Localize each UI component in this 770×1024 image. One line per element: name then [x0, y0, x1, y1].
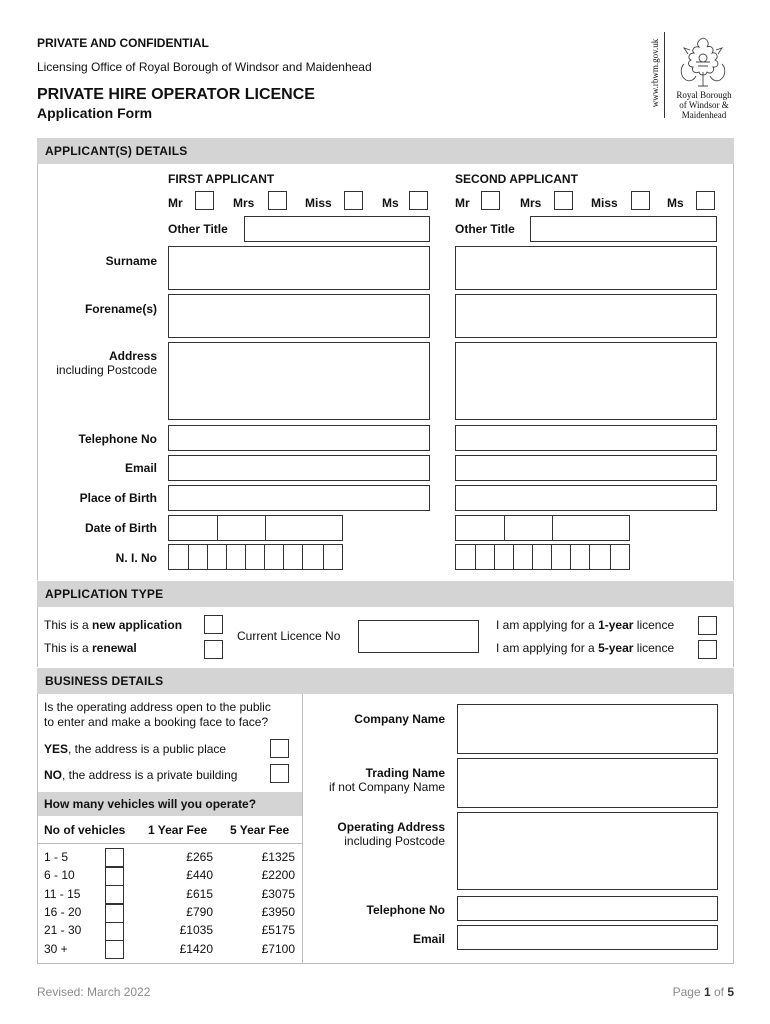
address-input-2[interactable]: [455, 342, 717, 420]
fee-1yr-1: £265: [186, 850, 213, 864]
five-year-label: I am applying for a 5-year licence: [496, 641, 675, 655]
title-ms-checkbox-1[interactable]: [409, 191, 428, 210]
fee-range-6: 30 +: [44, 942, 68, 956]
other-title-label-2: Other Title: [455, 222, 515, 236]
business-telephone-label: Telephone No: [366, 903, 445, 917]
yes-public-checkbox[interactable]: [270, 739, 289, 758]
vehicles-heading-bar: [38, 792, 302, 816]
title-mr-label-2: Mr: [455, 196, 470, 210]
fee-checkbox-6[interactable]: [105, 940, 124, 959]
address-sub-label: including Postcode: [56, 363, 157, 377]
fee-checkbox-1[interactable]: [105, 848, 124, 867]
title-mrs-checkbox-1[interactable]: [268, 191, 287, 210]
page-subtitle: Application Form: [37, 105, 153, 121]
place-of-birth-input-1[interactable]: [168, 485, 430, 511]
operating-address-input[interactable]: [457, 812, 718, 890]
no-private-checkbox[interactable]: [270, 764, 289, 783]
title-mrs-label-2: Mrs: [520, 196, 542, 210]
fee-1yr-5: £1035: [179, 923, 213, 937]
col-1yr-header: 1 Year Fee: [148, 823, 208, 837]
title-miss-checkbox-1[interactable]: [344, 191, 363, 210]
new-application-checkbox[interactable]: [204, 615, 223, 634]
council-logo: [648, 32, 738, 122]
email-input-1[interactable]: [168, 455, 430, 481]
title-mrs-checkbox-2[interactable]: [554, 191, 573, 210]
forenames-input-1[interactable]: [168, 294, 430, 338]
trading-name-label: Trading Name if not Company Name: [305, 766, 445, 794]
date-of-birth-input-1[interactable]: [168, 515, 343, 541]
logo-line-3: Maidenhead: [681, 110, 727, 120]
surname-label: Surname: [105, 254, 157, 268]
email-input-2[interactable]: [455, 455, 717, 481]
business-section-header: BUSINESS DETAILS: [37, 668, 734, 694]
title-miss-label-1: Miss: [305, 196, 332, 210]
surname-input-2[interactable]: [455, 246, 717, 290]
title-ms-label-1: Ms: [382, 196, 399, 210]
no-private-label: NO, the address is a private building: [44, 768, 238, 782]
col-vehicles-header: No of vehicles: [44, 823, 126, 837]
date-of-birth-label: Date of Birth: [85, 521, 157, 535]
fee-1yr-2: £440: [186, 868, 213, 882]
company-name-input[interactable]: [457, 704, 718, 754]
fee-5yr-6: £7100: [261, 942, 295, 956]
current-licence-label: Current Licence No: [237, 629, 341, 643]
col-5yr-header: 5 Year Fee: [230, 823, 290, 837]
address-label: Address including Postcode: [40, 349, 157, 377]
ni-number-input-2[interactable]: [455, 544, 630, 570]
second-applicant-heading: SECOND APPLICANT: [455, 172, 578, 186]
fee-5yr-2: £2200: [261, 868, 295, 882]
title-ms-label-2: Ms: [667, 196, 684, 210]
title-mr-label-1: Mr: [168, 196, 183, 210]
operating-address-sub-label: including Postcode: [344, 834, 445, 848]
other-title-label-1: Other Title: [168, 222, 228, 236]
telephone-input-1[interactable]: [168, 425, 430, 451]
ni-number-label: N. I. No: [115, 551, 157, 565]
operating-address-label: Operating Address including Postcode: [305, 820, 445, 848]
title-ms-checkbox-2[interactable]: [696, 191, 715, 210]
fee-1yr-4: £790: [186, 905, 213, 919]
telephone-input-2[interactable]: [455, 425, 717, 451]
company-name-label: Company Name: [354, 712, 445, 726]
confidential-label: PRIVATE AND CONFIDENTIAL: [37, 36, 209, 50]
title-miss-checkbox-2[interactable]: [631, 191, 650, 210]
fee-checkbox-2[interactable]: [105, 867, 124, 886]
place-of-birth-label: Place of Birth: [79, 491, 157, 505]
forenames-input-2[interactable]: [455, 294, 717, 338]
logo-url: www.rbwm.gov.uk: [650, 38, 660, 108]
first-applicant-heading: FIRST APPLICANT: [168, 172, 275, 186]
title-mr-checkbox-2[interactable]: [481, 191, 500, 210]
one-year-checkbox[interactable]: [698, 616, 717, 635]
other-title-input-2[interactable]: [530, 216, 717, 242]
trading-name-sub-label: if not Company Name: [328, 780, 445, 794]
fee-range-2: 6 - 10: [44, 868, 75, 882]
application-type-section-header: APPLICATION TYPE: [37, 581, 734, 607]
date-of-birth-input-2[interactable]: [455, 515, 630, 541]
fee-range-4: 16 - 20: [44, 905, 82, 919]
fee-range-5: 21 - 30: [44, 923, 82, 937]
one-year-label: I am applying for a 1-year licence: [496, 618, 675, 632]
logo-line-2: of Windsor &: [679, 100, 729, 110]
fee-5yr-5: £5175: [261, 923, 295, 937]
crest-icon: [674, 34, 732, 90]
surname-input-1[interactable]: [168, 246, 430, 290]
current-licence-input[interactable]: [358, 620, 479, 653]
fee-checkbox-4[interactable]: [105, 904, 124, 923]
forenames-label: Forename(s): [84, 302, 157, 316]
address-input-1[interactable]: [168, 342, 430, 420]
fee-1yr-6: £1420: [179, 942, 213, 956]
title-miss-label-2: Miss: [591, 196, 618, 210]
other-title-input-1[interactable]: [244, 216, 430, 242]
fee-checkbox-5[interactable]: [105, 922, 124, 941]
page-number: Page 1 of 5: [672, 985, 734, 999]
page-title: PRIVATE HIRE OPERATOR LICENCE: [37, 86, 315, 103]
renewal-checkbox[interactable]: [204, 640, 223, 659]
applicants-section-header: APPLICANT(S) DETAILS: [37, 138, 734, 164]
ni-number-input-1[interactable]: [168, 544, 343, 570]
business-telephone-input[interactable]: [457, 896, 718, 921]
fee-checkbox-3[interactable]: [105, 885, 124, 904]
trading-name-input[interactable]: [457, 758, 718, 808]
place-of-birth-input-2[interactable]: [455, 485, 717, 511]
office-label: Licensing Office of Royal Borough of Windsor and Maidenhead: [37, 60, 372, 74]
five-year-checkbox[interactable]: [698, 640, 717, 659]
telephone-label: Telephone No: [78, 432, 157, 446]
business-email-label: Email: [412, 932, 445, 946]
fee-range-1: 1 - 5: [44, 850, 69, 864]
fee-5yr-1: £1325: [261, 850, 295, 864]
yes-public-label: YES, the address is a public place: [44, 742, 227, 756]
renewal-label: This is a renewal: [44, 641, 137, 655]
public-question: Is the operating address open to the public to enter and make a booking face to face?: [44, 700, 271, 729]
logo-line-1: Royal Borough: [676, 90, 732, 100]
title-mrs-label-1: Mrs: [233, 196, 255, 210]
fee-5yr-4: £3950: [261, 905, 295, 919]
new-application-label: This is a new application: [44, 618, 183, 632]
fee-5yr-3: £3075: [261, 887, 295, 901]
vehicles-heading: How many vehicles will you operate?: [44, 797, 257, 811]
title-mr-checkbox-1[interactable]: [195, 191, 214, 210]
revised-date: Revised: March 2022: [37, 985, 151, 999]
email-label: Email: [124, 461, 157, 475]
fee-1yr-3: £615: [186, 887, 213, 901]
business-email-input[interactable]: [457, 925, 718, 950]
fee-range-3: 11 - 15: [44, 887, 81, 901]
